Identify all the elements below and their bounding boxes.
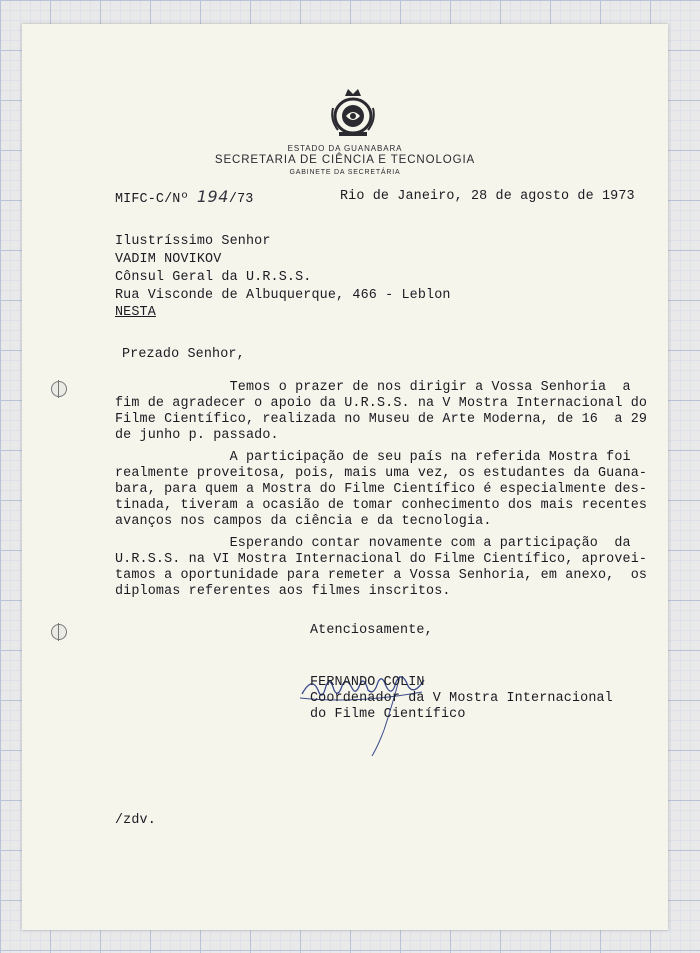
typist-initials: /zdv. xyxy=(115,813,156,828)
closing: Atenciosamente, xyxy=(310,623,433,638)
recipient-address: Rua Visconde de Albuquerque, 466 - Leblon xyxy=(115,288,451,303)
body-line: Esperando contar novamente com a participação da xyxy=(115,536,631,551)
body-line: U.R.S.S. na VI Mostra Internacional do Filme Científico, aprovei- xyxy=(115,552,648,567)
recipient-city: NESTA xyxy=(115,305,156,320)
punch-hole xyxy=(51,624,67,640)
date-line: Rio de Janeiro, 28 de agosto de 1973 xyxy=(340,189,635,204)
body-line: tamos a oportunidade para remeter a Vossa Senhoria, em anexo, os xyxy=(115,568,648,583)
body-line: bara, para quem a Mostra do Filme Científico é especialmente des- xyxy=(115,482,648,497)
handwritten-signature xyxy=(296,646,436,766)
reference-prefix: MIFC-C/Nº xyxy=(115,192,189,207)
body-line: A participação de seu país na referida Mostra foi xyxy=(115,450,631,465)
body-line: de junho p. passado. xyxy=(115,428,279,443)
signatory-name: FERNANDO COLIN xyxy=(310,675,425,690)
letter-page xyxy=(22,24,668,930)
body-line: Filme Científico, realizada no Museu de Arte Moderna, de 16 a 29 xyxy=(115,412,648,427)
letterhead-secretariat: SECRETARIA DE CIÊNCIA E TECNOLOGIA xyxy=(214,154,476,166)
letterhead-office: GABINETE DA SECRETÁRIA xyxy=(289,169,401,176)
signatory-title: do Filme Científico xyxy=(310,707,466,722)
reference-number xyxy=(115,187,253,207)
signatory-title: Coordenador da V Mostra Internacional xyxy=(310,691,613,706)
body-line: diplomas referentes aos filmes inscritos. xyxy=(115,584,451,599)
punch-hole xyxy=(51,381,67,397)
body-line: realmente proveitosa, pois, mais uma vez, os estudantes da Guana- xyxy=(115,466,648,481)
recipient-title: Ilustríssimo Senhor xyxy=(115,234,271,249)
body-line: fim de agradecer o apoio da U.R.S.S. na V Mostra Internacional do xyxy=(115,396,648,411)
reference-suffix: /73 xyxy=(228,192,254,207)
coat-of-arms-emblem xyxy=(330,86,376,138)
greeting: Prezado Senhor, xyxy=(122,347,245,362)
body-line: avanços nos campos da ciência e da tecnologia. xyxy=(115,514,492,529)
body-line: tinada, tiveram a ocasião de tomar conhecimento dos mais recentes xyxy=(115,498,648,513)
reference-handwritten-number: 194 xyxy=(196,187,229,206)
recipient-position: Cônsul Geral da U.R.S.S. xyxy=(115,270,312,285)
recipient-name: VADIM NOVIKOV xyxy=(115,252,222,267)
letterhead-state: ESTADO DA GUANABARA xyxy=(287,144,403,153)
body-line: Temos o prazer de nos dirigir a Vossa Senhoria a xyxy=(115,380,631,395)
